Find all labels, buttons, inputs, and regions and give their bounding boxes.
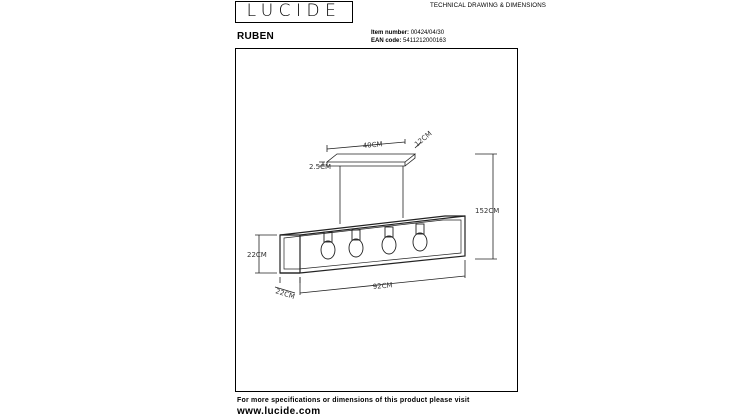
product-info xyxy=(371,29,446,45)
item-number-value: 00424/04/30 xyxy=(410,30,445,36)
canopy xyxy=(327,154,415,166)
bulb-2 xyxy=(349,230,363,257)
bulb-3 xyxy=(382,227,396,254)
ean-label: EAN code: xyxy=(371,38,402,44)
item-number-row xyxy=(371,29,446,37)
document-type: TECHNICAL DRAWING & DIMENSIONS xyxy=(430,2,546,9)
bulb-4 xyxy=(413,224,427,251)
ean-row xyxy=(371,37,446,45)
dim-frame-length: 92CM xyxy=(372,281,393,291)
brand-logo: LUCIDE xyxy=(235,1,353,23)
ean-value: 5411212000163 xyxy=(403,38,446,44)
dim-canopy-width: 40CM xyxy=(362,140,383,150)
footer-note: For more specifications or dimensions of this product please visit xyxy=(237,397,470,404)
product-name: RUBEN xyxy=(237,31,275,42)
dim-canopy-height: 2.5CM xyxy=(309,163,332,171)
bulb-1 xyxy=(321,232,335,259)
item-number-label: Item number: xyxy=(371,30,410,36)
dim-frame-depth: 22CM xyxy=(274,287,296,302)
dim-canopy-depth: 12CM xyxy=(413,129,434,149)
dim-total-height: 152CM xyxy=(475,207,500,215)
dim-frame-height: 22CM xyxy=(247,251,267,259)
lamp-frame xyxy=(280,216,465,273)
website-link[interactable]: www.lucide.com xyxy=(237,406,321,417)
technical-drawing xyxy=(235,48,518,392)
